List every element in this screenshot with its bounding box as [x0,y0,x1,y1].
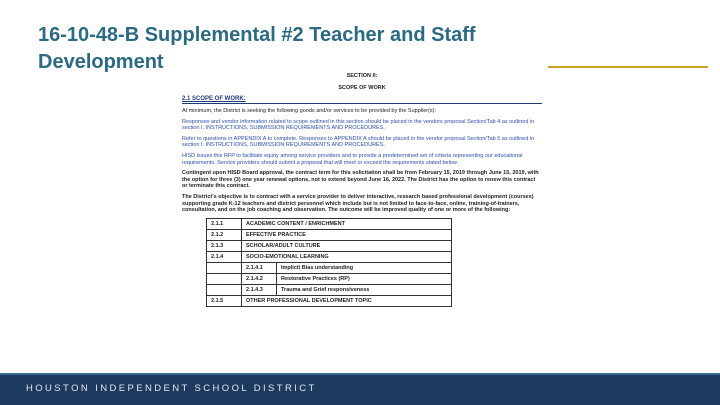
table-row [207,218,452,229]
doc-paragraph: Refer to questions in APPENDIX A to complete. Responses to APPENDIX A should be placed in the vendor proposal Section/Tab 5 as outlined in section I. INSTRUCTIONS, SUBMISSION REQUIREMENTS AND PROCEDURES. [182,135,535,149]
table-cell-label: OTHER PROFESSIONAL DEVELOPMENT TOPIC [242,295,452,306]
scope-heading: 2.1 SCOPE OF WORK: [182,96,246,102]
scope-underline [182,103,542,104]
table-cell-blank [207,262,242,273]
table-cell-number: 2.1.4 [207,251,242,262]
table-row [207,251,452,262]
table-cell-blank [207,284,242,295]
table-cell-label: Implicit Bias understanding [277,262,452,273]
table-cell-label: EFFECTIVE PRACTICE [242,229,452,240]
table-cell-blank [207,273,242,284]
footer-organization-name: HOUSTON INDEPENDENT SCHOOL DISTRICT [26,383,317,394]
table-cell-number: 2.1.3 [207,240,242,251]
accent-rule [548,66,708,68]
doc-paragraph: Responses and vendor information related to scope outlined in this section should be placed in the vendors proposal Section/Tab 4 as outlined in section I. INSTRUCTIONS, SUBMISSION REQUIREMENTS AND PROCEDURES. [182,118,535,132]
doc-paragraph: The District's objective is to contract with a service provider to deliver interactive, research based professional development (courses) supporting grade K-12 teachers and district personnel which include but is not limited to face-to-face, online, training-of-trainers, consultation, and on the job coaching and observation. The outcome will be improved quality of one or more of the following: [182,193,534,214]
table-row [207,240,452,251]
footer-stripe [0,373,720,375]
doc-paragraph: HISD issues this RFP to facilitate equity among service providers and to provide a predetermined set of criteria representing our educational requirements. Service providers should submit a proposal that will meet or exceed the requirements stated below. [182,152,523,166]
doc-paragraph: At minimum, the District is seeking the following goods and/or services to be provided by the Supplier(s): [182,108,437,114]
section-title: SCOPE OF WORK [338,85,386,91]
slide-title: 16-10-48-B Supplemental #2 Teacher and Staff Development [38,24,476,73]
table-cell-number: 2.1.5 [207,295,242,306]
table-cell-number: 2.1.4.1 [242,262,277,273]
table-row [207,229,452,240]
table-cell-label: SOCIO-EMOTIONAL LEARNING [242,251,452,262]
services-table [206,218,452,307]
table-cell-number: 2.1.4.3 [242,284,277,295]
table-row [207,262,452,273]
table-row [207,295,452,306]
footer-bar [0,373,720,405]
section-label: SECTION II: [346,73,378,79]
table-row [207,273,452,284]
document-excerpt-image [170,68,554,380]
table-cell-number: 2.1.4.2 [242,273,277,284]
table-cell-label: Trauma and Grief responsiveness [277,284,452,295]
table-cell-number: 2.1.2 [207,229,242,240]
doc-paragraph: Contingent upon HISD Board approval, the contract term for this solicitation shall be from February 15, 2019 through June 15, 2019, with the option for three (3) one year renewal options, not to extend beyond June 16, 2022. The District has the option to renew this contract or terminate this contract. [182,170,539,190]
table-cell-label: SCHOLAR/ADULT CULTURE [242,240,452,251]
table-cell-label: ACADEMIC CONTENT / ENRICHMENT [242,218,452,229]
table-cell-number: 2.1.1 [207,218,242,229]
table-row [207,284,452,295]
table-cell-label: Restorative Practices (RP) [277,273,452,284]
